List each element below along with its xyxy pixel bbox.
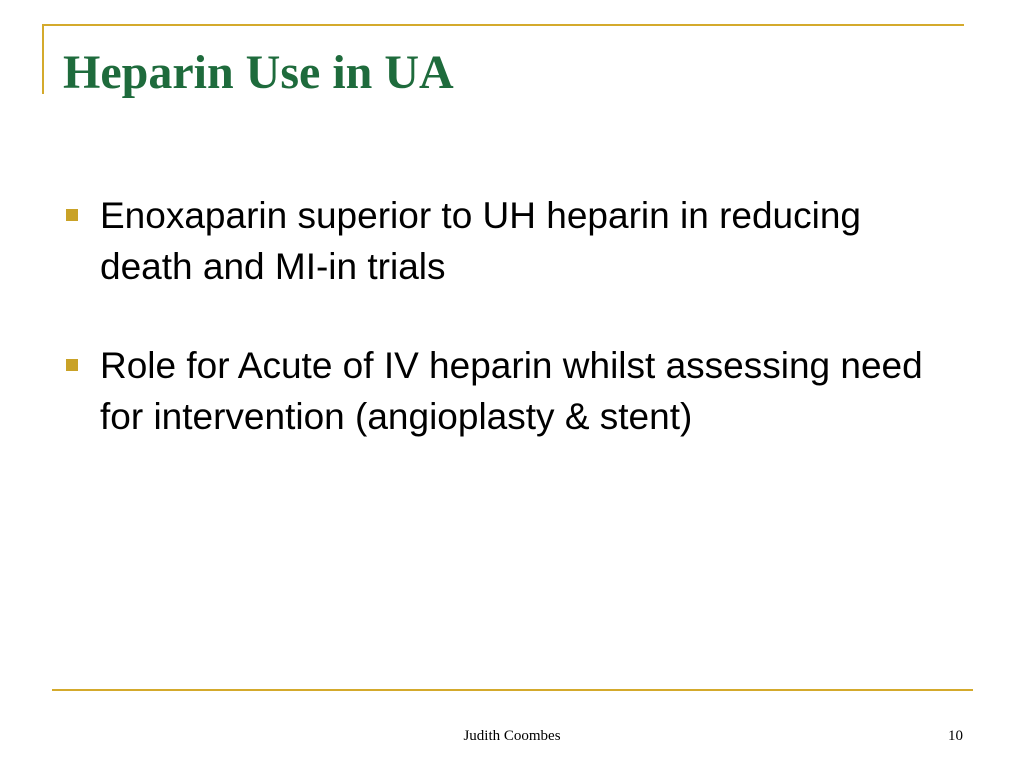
footer-author: Judith Coombes	[463, 728, 561, 744]
page-number: 10	[948, 728, 963, 744]
title-frame-top-line	[42, 24, 964, 26]
square-bullet-icon	[66, 209, 78, 221]
bullet-text: Enoxaparin superior to UH heparin in reducing death and MI-in trials	[100, 195, 861, 287]
title-frame-left-line	[42, 24, 44, 94]
bullet-item	[62, 190, 962, 292]
bullet-text: Role for Acute of IV heparin whilst assessing need for intervention (angioplasty & stent)	[100, 345, 923, 437]
bullet-list	[62, 190, 962, 490]
slide-title: Heparin Use in UA	[63, 46, 454, 99]
footer-divider	[52, 689, 973, 691]
square-bullet-icon	[66, 359, 78, 371]
bullet-item	[62, 340, 962, 442]
